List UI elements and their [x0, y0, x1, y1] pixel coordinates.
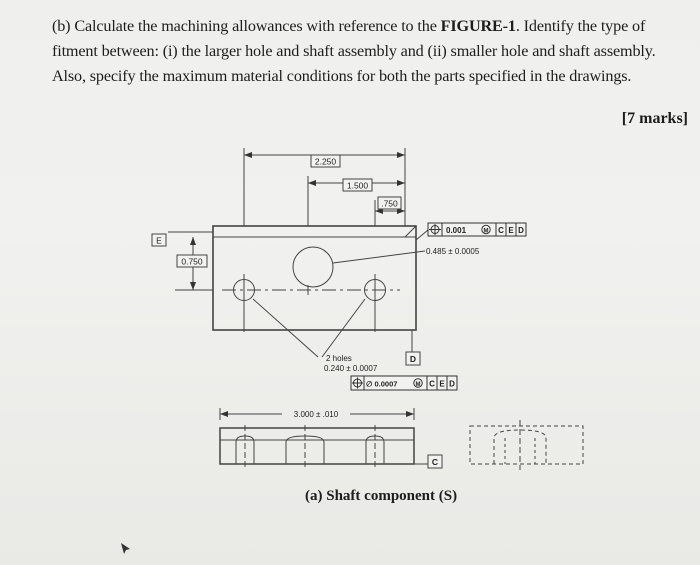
svg-text:M: M: [415, 382, 421, 388]
leader-fcf-top: [416, 230, 428, 240]
marks-label: [7 marks]: [621, 110, 688, 127]
text-datum-c: C: [431, 457, 439, 467]
figure-reference: FIGURE-1: [440, 17, 516, 35]
text-2250: 2.250: [314, 156, 337, 167]
arrow-2250-left: [244, 152, 252, 158]
text-datum-e: E: [156, 235, 162, 246]
front-view-outline: [220, 428, 414, 464]
leader-large-hole: [333, 251, 425, 263]
svg-text:C: C: [498, 226, 504, 235]
text-3000: 3.000 ± .010: [293, 410, 339, 419]
text-holes-label: 2 holes: [326, 354, 352, 363]
leader-line: [405, 226, 416, 237]
svg-text:0.001: 0.001: [446, 226, 467, 235]
arrow-1500-right: [397, 180, 405, 186]
arrow-0750-bottom: [190, 282, 196, 290]
arrow-1500-left: [308, 180, 316, 186]
text-750: .750: [381, 198, 398, 209]
large-hole-top: [293, 247, 333, 287]
svg-text:D: D: [449, 379, 455, 389]
svg-text:∅ 0.0007: ∅ 0.0007: [366, 379, 398, 389]
side-view-outline: [470, 426, 583, 464]
text-datum-d: D: [409, 354, 417, 364]
arrow-3000-left: [220, 411, 228, 417]
svg-text:C: C: [429, 379, 435, 389]
mouse-cursor-icon: [121, 543, 131, 555]
fcf-top: [428, 223, 526, 236]
question-line-3: Also, specify the maximum material conditions for both the parts specified in the drawings.: [52, 67, 632, 85]
figure-caption: (a) Shaft component (S): [305, 488, 458, 504]
leader-right-hole: [322, 299, 365, 357]
question-line-2: fitment between: (i) the larger hole and shaft assembly and (ii) smaller hole and shaft assembly.: [52, 42, 656, 60]
text-holes-dim: 0.240 ± 0.0007: [324, 364, 378, 373]
leader-left-hole: [253, 299, 318, 357]
svg-text:D: D: [518, 226, 524, 235]
arrow-2250-right: [397, 152, 405, 158]
arrow-0750-top: [190, 237, 196, 245]
svg-text:E: E: [508, 226, 514, 235]
text-1500: 1.500: [346, 180, 369, 191]
plate-outline: [213, 226, 416, 330]
text-0750: 0.750: [181, 256, 203, 267]
svg-text:M: M: [483, 228, 489, 235]
question-line-1: (b) Calculate the machining allowances with reference to the FIGURE-1. Identify the type of: [52, 17, 646, 35]
arrow-3000-right: [406, 411, 414, 417]
fcf-bottom: [351, 376, 457, 390]
text-dia-top: 0.485 ± 0.0005: [426, 247, 480, 256]
svg-text:E: E: [439, 379, 445, 389]
